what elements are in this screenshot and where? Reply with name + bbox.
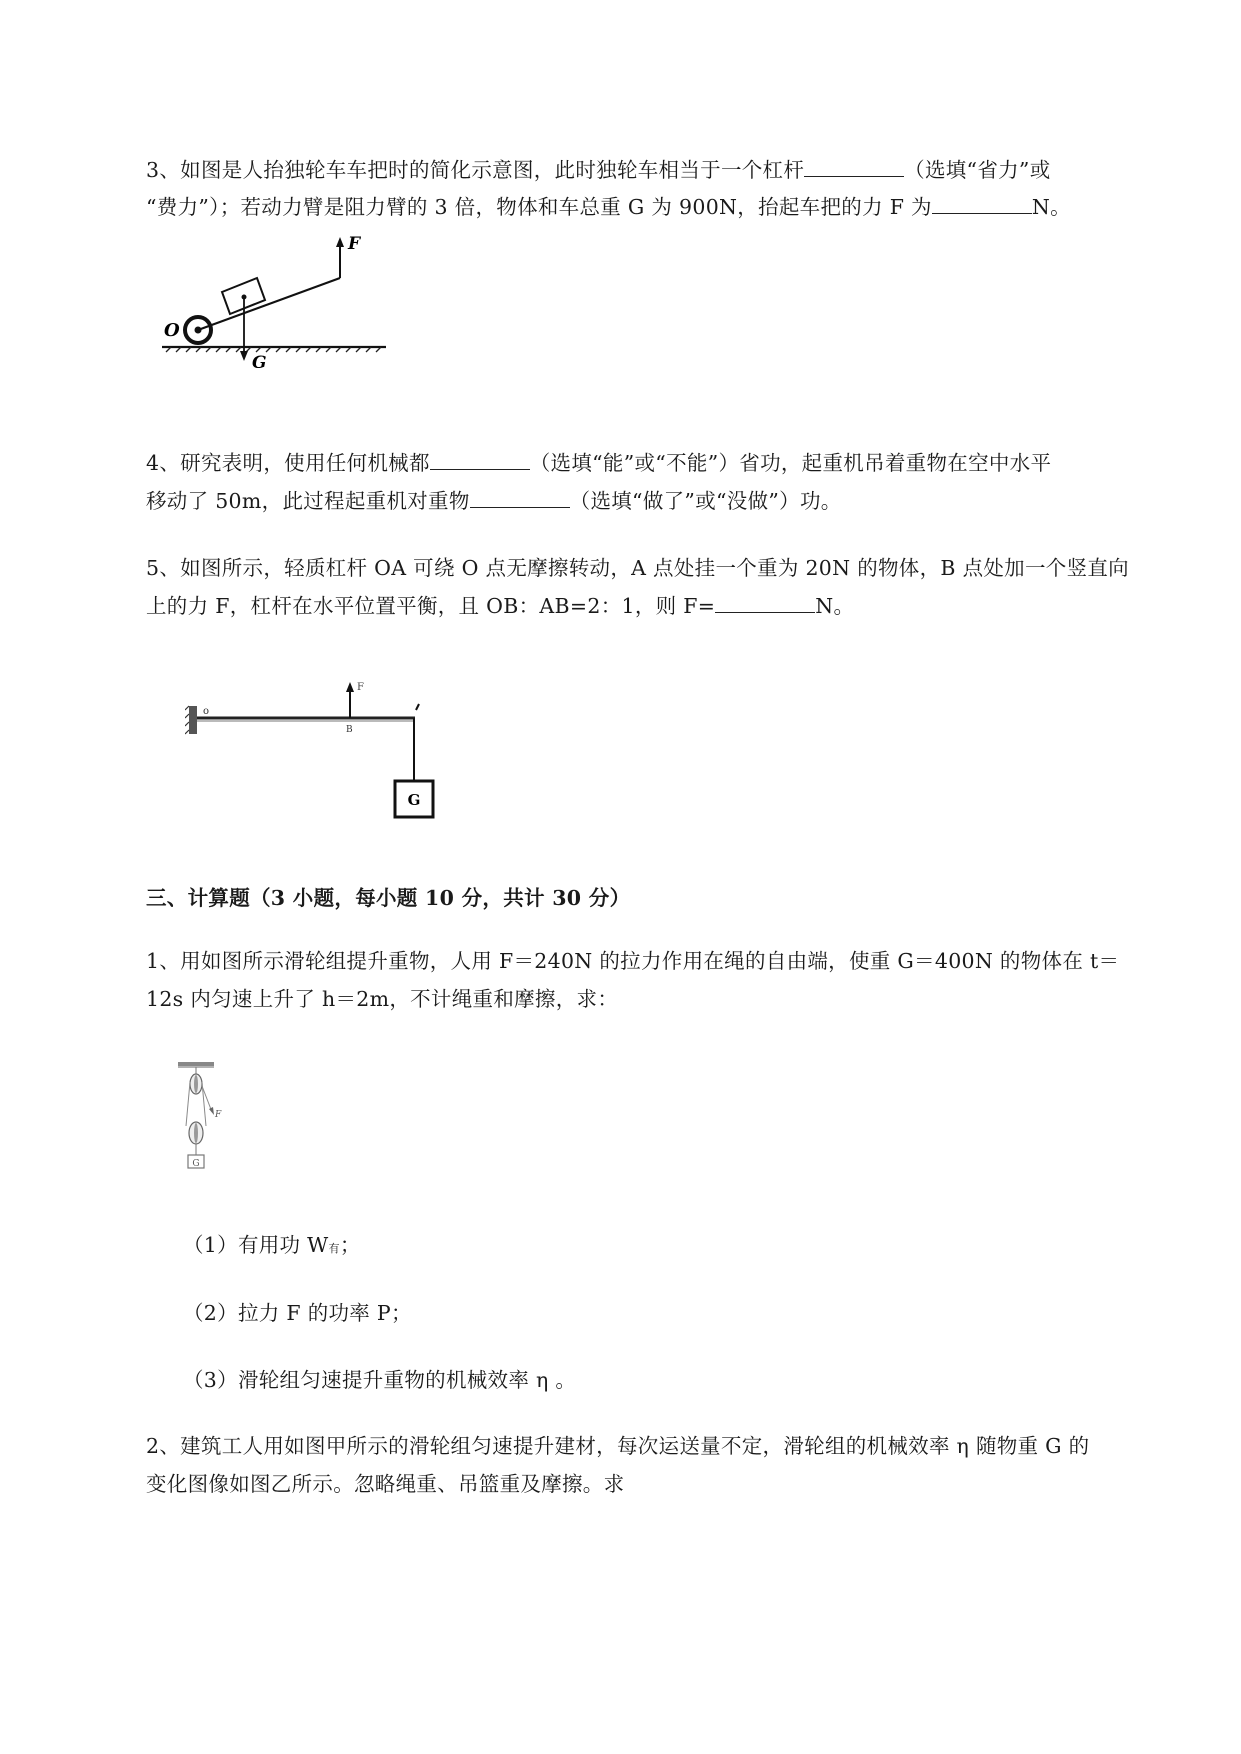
barrow-handle bbox=[198, 278, 340, 330]
c1-line-2: 12s 内匀速上升了 h＝2m，不计绳重和摩擦，求： bbox=[146, 987, 619, 1011]
q3-blank-2[interactable] bbox=[932, 189, 1032, 214]
q4-text-2b: （选填“做了”或“没做”）功。 bbox=[569, 489, 842, 513]
q4-line-1 bbox=[146, 443, 1146, 483]
q5-blank[interactable] bbox=[715, 588, 815, 613]
q3-text-2a: “费力”）；若动力臂是阻力臂的 3 倍，物体和车总重 G 为 900N，抬起车把的力 F 为 bbox=[146, 195, 932, 219]
c1-pulley-figure bbox=[174, 1060, 234, 1190]
c1-sub-1-subscript: 有 bbox=[328, 1242, 340, 1255]
label-g: G bbox=[252, 353, 267, 373]
wall-hinge bbox=[189, 706, 197, 734]
q4-blank-1[interactable] bbox=[430, 445, 530, 470]
svg-text:B: B bbox=[346, 725, 353, 735]
q3-line-1 bbox=[146, 150, 1146, 190]
c1-sub-3: （3）滑轮组匀速提升重物的机械效率 η 。 bbox=[183, 1368, 577, 1392]
q4-text-2a: 移动了 50m，此过程起重机对重物 bbox=[146, 489, 470, 513]
q4-text-1b: （选填“能”或“不能”）省功，起重机吊着重物在空中水平 bbox=[529, 451, 1052, 475]
q5-line-1: 5、如图所示，轻质杠杆 OA 可绕 O 点无摩擦转动，A 点处挂一个重为 20N 的物体，B 点处加一个竖直向 bbox=[146, 556, 1129, 580]
q3-line-2 bbox=[146, 187, 1146, 227]
q3-text-1a: 3、如图是人抬独轮车车把时的简化示意图，此时独轮车相当于一个杠杆 bbox=[146, 158, 805, 182]
svg-text:o: o bbox=[203, 706, 210, 717]
q3-text-2b: N。 bbox=[1031, 195, 1071, 219]
pulley-label-f: F bbox=[215, 1110, 222, 1120]
q5-lever-figure bbox=[185, 668, 455, 833]
c1-line-1: 1、用如图所示滑轮组提升重物，人用 F＝240N 的拉力作用在绳的自由端，使重 G＝400N 的物体在 t＝ bbox=[146, 949, 1120, 973]
label-o: O bbox=[164, 320, 180, 341]
q3-wheelbarrow-figure bbox=[160, 233, 395, 373]
weight-label-g: G bbox=[407, 791, 421, 809]
q4-line-2 bbox=[146, 481, 1146, 521]
c2-line-1: 2、建筑工人用如图甲所示的滑轮组匀速提升建材，每次运送量不定，滑轮组的机械效率 η 随物重 G 的 bbox=[146, 1434, 1090, 1458]
c1-sub-1 bbox=[183, 1225, 1183, 1269]
c1-sub-1-end: ； bbox=[339, 1233, 361, 1257]
c1-sub-2: （2）拉力 F 的功率 P； bbox=[183, 1301, 412, 1325]
q5-line-2 bbox=[146, 586, 1146, 626]
c1-sub-1-text: （1）有用功 W bbox=[183, 1233, 329, 1257]
q4-text-1a: 4、研究表明，使用任何机械都 bbox=[146, 451, 430, 475]
q4-blank-2[interactable] bbox=[470, 483, 570, 508]
c2-line-2: 变化图像如图乙所示。忽略绳重、吊篮重及摩擦。求 bbox=[146, 1472, 625, 1496]
q3-text-1b: （选填“省力”或 bbox=[904, 158, 1051, 182]
section-3-heading: 三、计算题（3 小题，每小题 10 分，共计 30 分） bbox=[146, 886, 631, 910]
pulley-label-g: G bbox=[192, 1159, 200, 1169]
svg-text:F: F bbox=[357, 682, 364, 693]
label-f: F bbox=[348, 234, 361, 254]
q3-blank-1[interactable] bbox=[804, 152, 904, 177]
q5-text-2a: 上的力 F，杠杆在水平位置平衡，且 OB：AB=2：1，则 F= bbox=[146, 594, 716, 618]
q5-text-2b: N。 bbox=[815, 594, 855, 618]
